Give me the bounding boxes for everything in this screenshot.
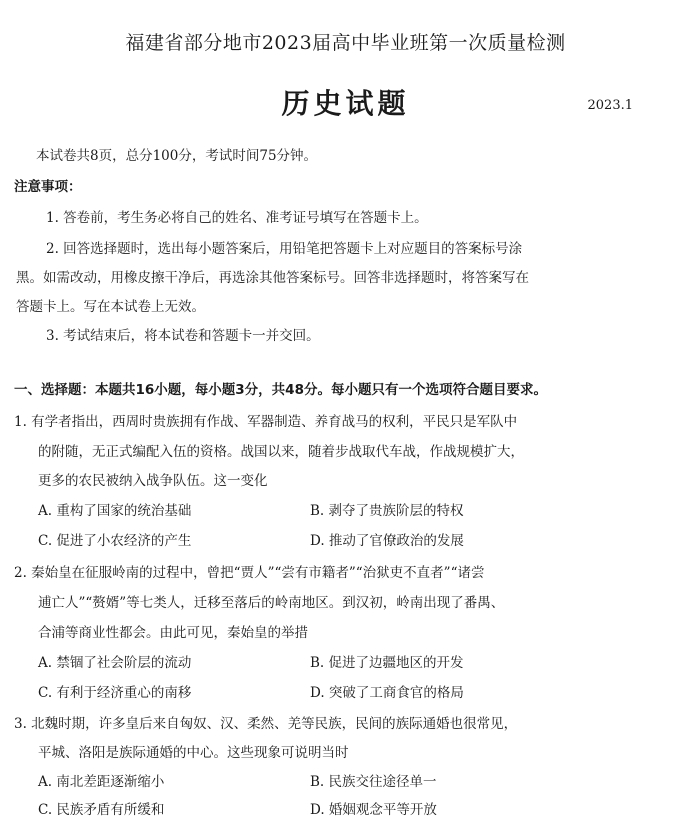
- section-heading: 一、选择题：本题共16小题，每小题3分，共48分。每小题只有一个选项符合题目要求。: [14, 382, 547, 398]
- q2-line-3: 合浦等商业性都会。由此可见，秦始皇的举措: [38, 625, 308, 641]
- q1-option-b: B. 剥夺了贵族阶层的特权: [310, 503, 464, 519]
- q2-line-2: 逋亡人”“赘婿”等七类人，迁移至落后的岭南地区。到汉初，岭南出现了番禺、: [38, 595, 505, 611]
- exam-header: 福建省部分地市2023届高中毕业班第一次质量检测: [125, 32, 566, 54]
- q3-option-c: C. 民族矛盾有所缓和: [38, 802, 165, 818]
- q1-line-1: 1. 有学者指出，西周时贵族拥有作战、军器制造、养育战马的权利，平民只是军队中: [14, 414, 518, 430]
- page-title: 历史试题: [281, 87, 410, 120]
- q2-option-d: D. 突破了工商食官的格局: [310, 685, 464, 701]
- notice-heading: 注意事项：: [14, 179, 82, 195]
- q1-option-c: C. 促进了小农经济的产生: [38, 533, 192, 549]
- q1-line-2: 的附随，无正式编配入伍的资格。战国以来，随着步战取代车战，作战规模扩大，: [38, 444, 524, 460]
- q2-line-1: 2. 秦始皇在征服岭南的过程中，曾把“贾人”“尝有市籍者”“治狱吏不直者”“诸尝: [14, 565, 485, 581]
- q2-option-b: B. 促进了边疆地区的开发: [310, 655, 464, 671]
- exam-date: 2023.1: [587, 98, 633, 113]
- q3-line-2: 平城、洛阳是族际通婚的中心。这些现象可说明当时: [38, 745, 349, 761]
- q3-line-1: 3. 北魏时期，许多皇后来自匈奴、汉、柔然、羌等民族，民间的族际通婚也很常见，: [14, 716, 518, 732]
- q1-line-3: 更多的农民被纳入战争队伍。这一变化: [38, 473, 268, 489]
- notice-item-3: 3. 考试结束后，将本试卷和答题卡一并交回。: [46, 328, 320, 344]
- q3-option-a: A. 南北差距逐渐缩小: [38, 774, 165, 790]
- notice-item-2-line-3: 答题卡上。写在本试卷上无效。: [16, 299, 205, 315]
- q3-option-d: D. 婚姻观念平等开放: [310, 802, 437, 818]
- q1-option-d: D. 推动了官僚政治的发展: [310, 533, 464, 549]
- notice-item-2-line-2: 黑。如需改动，用橡皮擦干净后，再选涂其他答案标号。回答非选择题时，将答案写在: [16, 270, 529, 286]
- notice-item-1: 1. 答卷前，考生务必将自己的姓名、准考证号填写在答题卡上。: [46, 210, 428, 226]
- q1-option-a: A. 重构了国家的统治基础: [38, 503, 192, 519]
- q2-option-c: C. 有利于经济重心的南移: [38, 685, 192, 701]
- q2-option-a: A. 禁锢了社会阶层的流动: [38, 655, 192, 671]
- exam-info: 本试卷共8页，总分100分，考试时间75分钟。: [36, 148, 318, 164]
- q3-option-b: B. 民族交往途径单一: [310, 774, 437, 790]
- notice-item-2-line-1: 2. 回答选择题时，选出每小题答案后，用铅笔把答题卡上对应题目的答案标号涂: [46, 241, 523, 257]
